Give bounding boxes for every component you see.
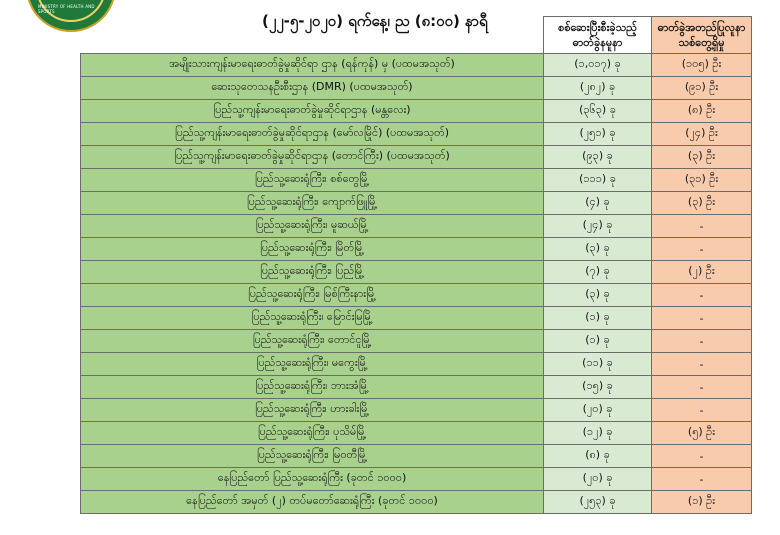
lab-name-cell: ပြည်သူ့ဆေးရုံကြီး၊ ဘားအံမြို့ [81,376,544,399]
lab-name-cell: နေပြည်တော် ပြည်သူ့ဆေးရုံကြီး (ခုတင် ၁၀၀၀) [81,468,544,491]
new-cases-cell: - [652,307,752,330]
sample-count-cell: (၁၁၁) ခု [544,169,652,192]
new-cases-cell: (၁) ဦး [652,491,752,514]
lab-name-cell: ပြည်သူ့ကျန်းမာရေးဓာတ်ခွဲမှုဆိုင်ရာဌာန (မော်လမြိုင်) (ပထမအသုတ်) [81,123,544,146]
sample-count-cell: (၁၁) ခု [544,353,652,376]
lab-name-cell: ပြည်သူ့ဆေးရုံကြီး၊ မြဝတီမြို့ [81,445,544,468]
sample-count-cell: (၂၅၃) ခု [544,491,652,514]
table-row [81,445,752,468]
sample-count-cell: (၇) ခု [544,261,652,284]
lab-name-cell: ပြည်သူ့ဆေးရုံကြီး၊ တောင်ငူမြို့ [81,330,544,353]
test-results-table [80,16,752,514]
new-cases-cell: - [652,468,752,491]
new-cases-cell: - [652,330,752,353]
header-tested-samples [544,17,652,54]
table-row [81,261,752,284]
lab-name-cell: ပြည်သူ့ကျန်းမာရေးဓာတ်ခွဲမှုဆိုင်ရာဌာန (မန္တလေး) [81,100,544,123]
sample-count-cell: (၃) ခု [544,238,652,261]
new-cases-cell: (၃၁) ဦး [652,169,752,192]
lab-name-cell: ပြည်သူ့ကျန်းမာရေးဓာတ်ခွဲမှုဆိုင်ရာဌာန (တောင်ကြီး) (ပထမအသုတ်) [81,146,544,169]
table-row [81,376,752,399]
sample-count-cell: (၉၃) ခု [544,146,652,169]
sample-count-cell: (၃) ခု [544,284,652,307]
sample-count-cell: (၂၈၂) ခု [544,77,652,100]
table-row [81,169,752,192]
table-header-row [81,17,752,54]
table-row [81,422,752,445]
sample-count-cell: (၈) ခု [544,445,652,468]
header-spacer [81,17,544,54]
header-tested-samples-label: စစ်ဆေးပြီးစီးခဲ့သည့် ဓာတ်ခွဲနမူနာ [558,21,637,49]
table-row [81,54,752,77]
lab-name-cell: ဆေးသုတေသနဦးစီးဌာန (DMR) (ပထမအသုတ်) [81,77,544,100]
table-row [81,238,752,261]
sample-count-cell: (၂၀) ခု [544,399,652,422]
lab-name-cell: ပြည်သူ့ဆေးရုံကြီး၊ မြောင်းမြမြို့ [81,307,544,330]
sample-count-cell: (၄) ခု [544,192,652,215]
new-cases-cell: - [652,353,752,376]
sample-count-cell: (၁) ခု [544,330,652,353]
table-row [81,100,752,123]
lab-name-cell: ပြည်သူ့ဆေးရုံကြီး၊ ပုသိမ်မြို့ [81,422,544,445]
new-cases-cell: (၃) ဦး [652,192,752,215]
new-cases-cell: - [652,215,752,238]
new-cases-cell: (၃) ဦး [652,146,752,169]
sample-count-cell: (၁၂) ခု [544,422,652,445]
sample-count-cell: (၂၅၁) ခု [544,123,652,146]
table-row [81,284,752,307]
table-row [81,215,752,238]
sample-count-cell: (၂၀) ခု [544,468,652,491]
header-new-cases [652,17,752,54]
table-row [81,468,752,491]
lab-name-cell: ပြည်သူ့ဆေးရုံကြီး၊ မြိတ်မြို့ [81,238,544,261]
lab-name-cell: ပြည်သူ့ဆေးရုံကြီး၊ ပြည်မြို့ [81,261,544,284]
lab-name-cell: ပြည်သူ့ဆေးရုံကြီး၊ မြစ်ကြီးနားမြို့ [81,284,544,307]
new-cases-cell: - [652,399,752,422]
lab-name-cell: နေပြည်တော် အမှတ် (၂) တပ်မတော်ဆေးရုံကြီး (ခုတင် ၁၀၀၀) [81,491,544,514]
table-row [81,146,752,169]
new-cases-cell: (၁၀၅) ဦး [652,54,752,77]
lab-name-cell: ပြည်သူ့ဆေးရုံကြီး၊ စစ်တွေမြို့ [81,169,544,192]
new-cases-cell: (၂) ဦး [652,261,752,284]
lab-name-cell: ပြည်သူ့ဆေးရုံကြီး၊ ဟားခါးမြို့ [81,399,544,422]
new-cases-cell: (၉၁) ဦး [652,77,752,100]
table-row [81,399,752,422]
lab-name-cell: အမျိုးသားကျန်းမာရေးဓာတ်ခွဲမှုဆိုင်ရာ ဌာန (ရန်ကုန်) မှ (ပထမအသုတ်) [81,54,544,77]
sample-count-cell: (၁၅) ခု [544,376,652,399]
sample-count-cell: (၁) ခု [544,307,652,330]
new-cases-cell: (၅) ဦး [652,422,752,445]
sample-count-cell: (၁,၀၁၇) ခု [544,54,652,77]
sample-count-cell: (၂၄) ခု [544,215,652,238]
new-cases-cell: (၈) ဦး [652,100,752,123]
lab-name-cell: ပြည်သူ့ဆေးရုံကြီး၊ မူဆယ်မြို့ [81,215,544,238]
table-row [81,307,752,330]
table-row [81,192,752,215]
lab-name-cell: ပြည်သူ့ဆေးရုံကြီး၊ မကွေးမြို့ [81,353,544,376]
header-new-cases-label: ဓာတ်ခွဲအတည်ပြုလူနာသစ်တွေ့ရှိမှု [657,21,746,49]
new-cases-cell: (၂၄) ဦး [652,123,752,146]
new-cases-cell: - [652,284,752,307]
table-row [81,330,752,353]
lab-name-cell: ပြည်သူ့ဆေးရုံကြီး၊ ကျောက်ဖြူမြို့ [81,192,544,215]
new-cases-cell: - [652,238,752,261]
new-cases-cell: - [652,445,752,468]
table-row [81,353,752,376]
new-cases-cell: - [652,376,752,399]
table-row [81,491,752,514]
table-row [81,77,752,100]
sample-count-cell: (၃၆၃) ခု [544,100,652,123]
report-title: (၂၂-၅-၂၀၂၀) ရက်နေ့၊ ည (၈:၀၀) နာရီ [262,12,488,30]
table-row [81,123,752,146]
logo-text: MINISTRY OF HEALTH AND SPORTS [38,4,95,14]
